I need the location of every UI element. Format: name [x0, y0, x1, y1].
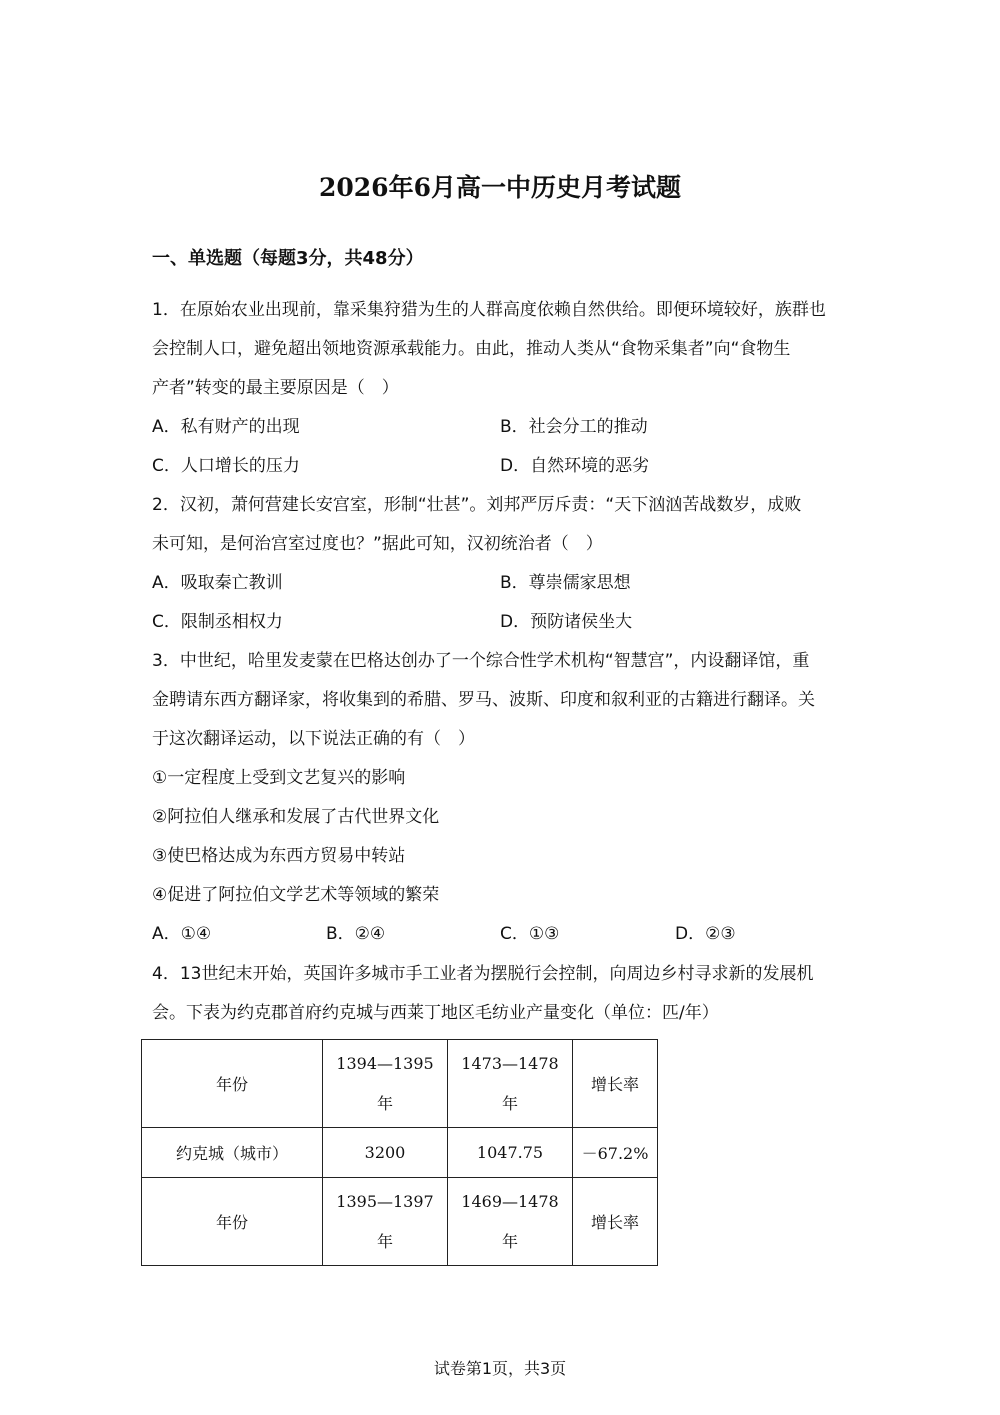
q4-line-1: 4．13世纪末开始，英国许多城市手工业者为摆脱行会控制，向周边乡村寻求新的发展机 [152, 964, 814, 984]
table-row [142, 1040, 658, 1128]
q1-line-1: 1．在原始农业出现前，靠采集狩猎为生的人群高度依赖自然供给。即便环境较好，族群也 [152, 300, 826, 320]
q1-option-a[interactable]: A．私有财产的出现 [152, 417, 300, 437]
q2-option-d[interactable]: D．预防诸侯坐大 [500, 612, 633, 632]
table-cell: 1394—1395 年 [323, 1040, 448, 1128]
table-cell: 年份 [142, 1040, 323, 1128]
q3-line-3: 于这次翻译运动，以下说法正确的有（ ） [152, 729, 475, 749]
q4-line-2: 会。下表为约克郡首府约克城与西莱丁地区毛纺业产量变化（单位：匹/年） [152, 1003, 719, 1023]
table-cell: 增长率 [573, 1178, 658, 1266]
q2-option-a[interactable]: A．吸取秦亡教训 [152, 573, 283, 593]
q3-statement-3: ③使巴格达成为东西方贸易中转站 [152, 846, 406, 866]
table-cell: 1047.75 [448, 1128, 573, 1178]
table-cell: 1473—1478 年 [448, 1040, 573, 1128]
table-cell: 1469—1478 年 [448, 1178, 573, 1266]
table-cell: 增长率 [573, 1040, 658, 1128]
q2-option-b[interactable]: B．尊崇儒家思想 [500, 573, 631, 593]
section-heading: 一、单选题（每题3分，共48分） [152, 248, 424, 269]
q3-line-1: 3．中世纪，哈里发麦蒙在巴格达创办了一个综合性学术机构“智慧宫”，内设翻译馆，重 [152, 651, 810, 671]
page-footer: 试卷第1页，共3页 [433, 1359, 567, 1378]
q3-line-2: 金聘请东西方翻译家，将收集到的希腊、罗马、波斯、印度和叙利亚的古籍进行翻译。关 [152, 690, 815, 710]
q2-line-2: 未可知，是何治宫室过度也？”据此可知，汉初统治者（ ） [152, 534, 603, 554]
page-title: 2026年6月高一中历史月考试题 [319, 173, 681, 202]
q1-line-2: 会控制人口，避免超出领地资源承载能力。由此，推动人类从“食物采集者”向“食物生 [152, 339, 791, 359]
table-row [142, 1128, 658, 1178]
q1-option-c[interactable]: C．人口增长的压力 [152, 456, 300, 476]
q1-option-b[interactable]: B．社会分工的推动 [500, 417, 648, 437]
q2-line-1: 2．汉初，萧何营建长安宫室，形制“壮甚”。刘邦严厉斥责：“天下汹汹苦战数岁，成败 [152, 495, 802, 515]
q3-statement-4: ④促进了阿拉伯文学艺术等领域的繁荣 [152, 885, 440, 905]
q3-option-c[interactable]: C．①③ [500, 924, 560, 944]
q3-option-a[interactable]: A．①④ [152, 924, 212, 944]
production-table [141, 1039, 658, 1266]
q3-option-d[interactable]: D．②③ [675, 924, 736, 944]
table-cell: 年份 [142, 1178, 323, 1266]
q3-option-b[interactable]: B．②④ [326, 924, 386, 944]
q2-option-c[interactable]: C．限制丞相权力 [152, 612, 283, 632]
table-cell: 约克城（城市） [142, 1128, 323, 1178]
table-cell: 1395—1397 年 [323, 1178, 448, 1266]
table-cell: 3200 [323, 1128, 448, 1178]
q3-statement-2: ②阿拉伯人继承和发展了古代世界文化 [152, 807, 440, 827]
q3-statement-1: ①一定程度上受到文艺复兴的影响 [152, 768, 406, 788]
table-cell: －67.2% [573, 1128, 658, 1178]
q1-line-3: 产者”转变的最主要原因是（ ） [152, 378, 399, 398]
q1-option-d[interactable]: D．自然环境的恶劣 [500, 456, 650, 476]
table-row [142, 1178, 658, 1266]
